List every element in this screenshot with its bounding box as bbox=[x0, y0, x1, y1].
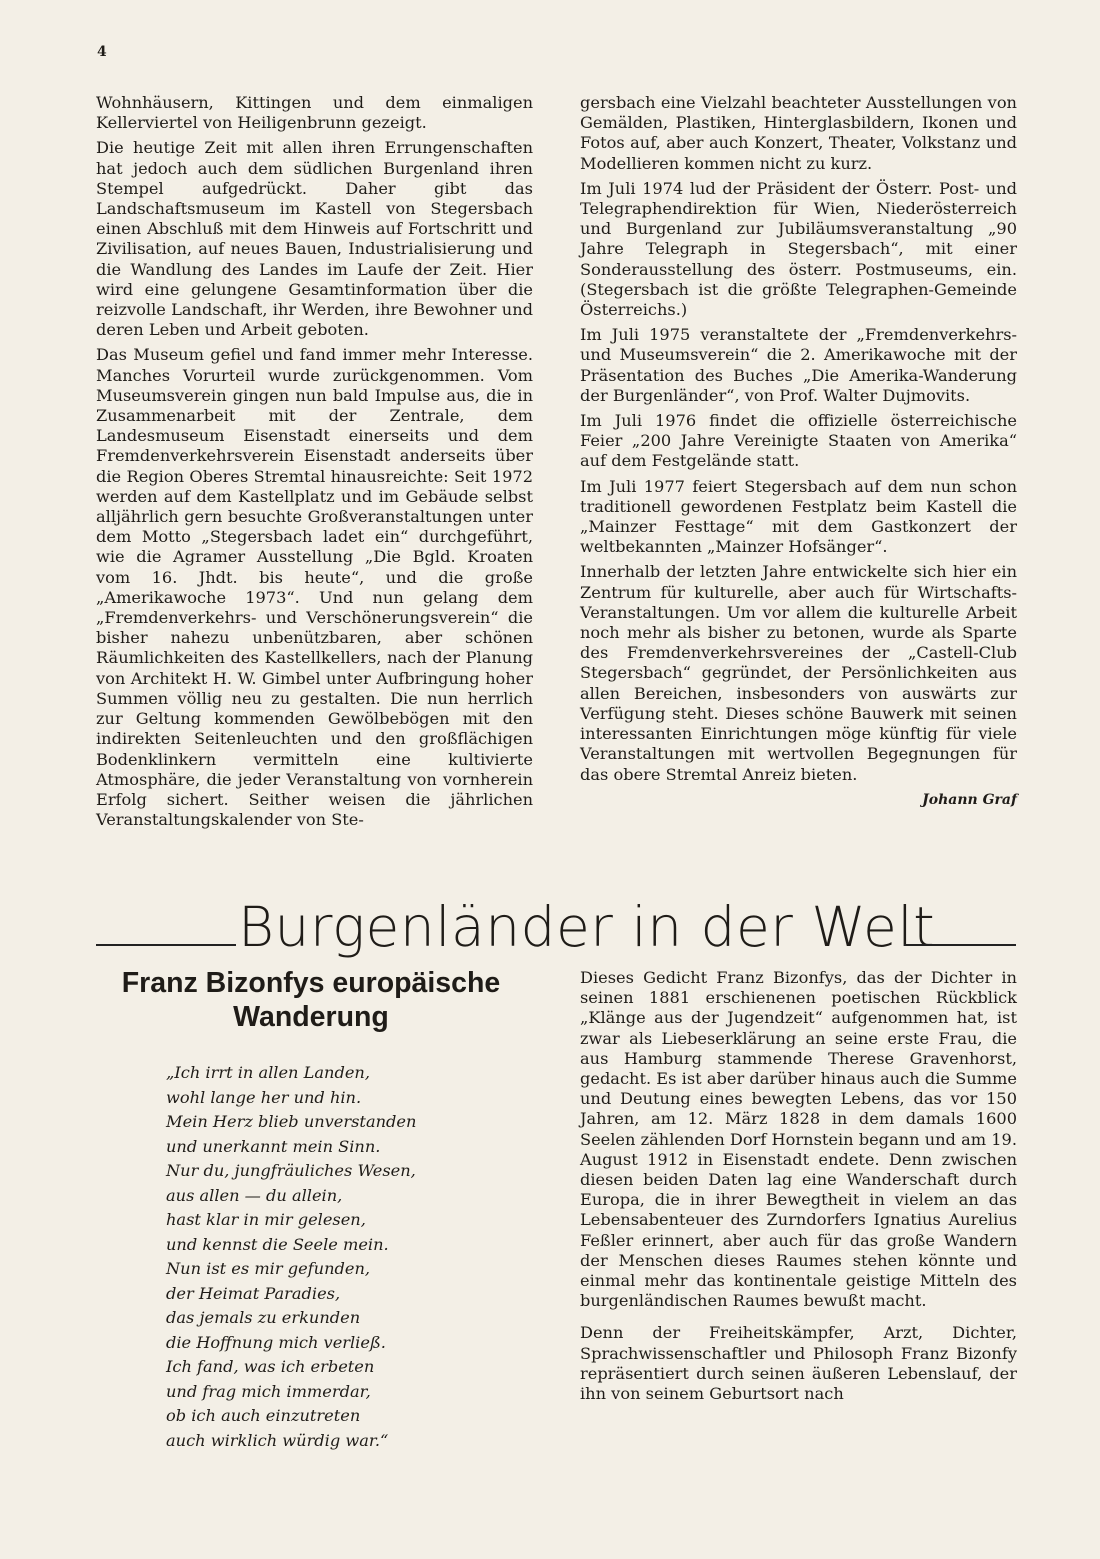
poem-line: wohl lange her und hin. bbox=[166, 1087, 362, 1107]
poem-line: Nun ist es mir gefunden, bbox=[166, 1259, 371, 1278]
poem-line: Nur du, jungfräuliches Wesen, bbox=[166, 1161, 416, 1180]
poem-line: und unerkannt mein Sinn. bbox=[166, 1136, 381, 1156]
paragraph: Im Juli 1977 feiert Stegersbach auf dem nun schon traditionell gewordenen Festplatz beim Kastell die „Mainzer Festtage“ mit dem Gastkonzert der weltbekannten „Mainzer Hofsänger“. bbox=[580, 476, 1017, 557]
poem-line: Mein Herz blieb unverstanden bbox=[166, 1112, 417, 1131]
poem bbox=[166, 1061, 466, 1453]
poem-line: ob ich auch einzutreten bbox=[166, 1406, 361, 1425]
paragraph: Wohnhäusern, Kittingen und dem einmaligen Kellerviertel von Heiligenbrunn gezeigt. bbox=[96, 93, 533, 133]
header-rule-right bbox=[904, 944, 1016, 946]
section-header bbox=[96, 897, 1014, 957]
poem-line: Ich fand, was ich erbeten bbox=[166, 1357, 375, 1376]
header-rule-left bbox=[96, 944, 236, 946]
right-column-top bbox=[580, 93, 1017, 810]
right-column-bottom bbox=[580, 968, 1017, 1409]
poem-line: hast klar in mir gelesen, bbox=[166, 1210, 366, 1229]
poem-line: aus allen — du allein, bbox=[166, 1185, 343, 1205]
left-column-top bbox=[96, 93, 533, 835]
poem-line: die Hoffnung mich verließ. bbox=[166, 1332, 386, 1352]
poem-line: das jemals zu erkunden bbox=[166, 1308, 361, 1327]
section-title: Burgenländer in der Welt bbox=[238, 895, 936, 959]
page-number: 4 bbox=[97, 44, 107, 60]
paragraph: Das Museum gefiel und fand immer mehr Interesse. Manches Vorurteil wurde zurückgenommen. Vom Museumsverein gingen nun bald Impulse aus, die in Zusammenarbeit mit der Zentrale, dem Landesmuseum Eisenstadt einerseits und dem Fremdenverkehrsverein Eisenstadt anderseits über die Region Oberes Stremtal hinausreichte: Seit 1972 werden auf dem Kastellplatz und im Gebäude selbst alljährlich gern besuchte Großveranstaltungen unter dem Motto „Stegersbach ladet ein“ durchgeführt, wie die Agramer Ausstellung „Die Bgld. Kroaten vom 16. Jhdt. bis heute“, und die große „Amerikawoche 1973“. Und nun gelang dem „Fremdenverkehrs- und Verschönerungsverein“ die bisher nahezu unbenützbaren, aber schönen Räumlichkeiten des Kastellkellers, nach der Planung von Architekt H. W. Gimbel unter Aufbringung hoher Summen völlig neu zu gestalten. Die nun herrlich zur Geltung kommenden Gewölbebögen mit den indirekten Seitenleuchten und den großflächigen Bodenklinkern vermitteln eine kultivierte Atmosphäre, die jeder Veranstaltung von vornherein Erfolg sichert. Seither weisen die jährlichen Veranstaltungskalender von Ste- bbox=[96, 345, 533, 830]
paragraph: gersbach eine Vielzahl beachteter Ausstellungen von Gemälden, Plastiken, Hinterglasbildern, Ikonen und Fotos auf, aber auch Konzert, Theater, Volkstanz und Modellieren kommen nicht zu kurz. bbox=[580, 93, 1017, 173]
paragraph: Im Juli 1974 lud der Präsident der Österr. Post- und Telegraphendirektion für Wien, Niederösterreich und Burgenland zur Jubiläumsveranstaltung „90 Jahre Telegraph in Stegersbach“, mit einer Sonderausstellung des österr. Postmuseums, ein. (Stegersbach ist die größte Telegraphen-Gemeinde Österreichs.) bbox=[580, 178, 1017, 320]
paragraph: Innerhalb der letzten Jahre entwickelte sich hier ein Zentrum für kulturelle, aber auch für Wirtschafts-Veranstaltungen. Um vor allem die kulturelle Arbeit noch mehr als bisher zu betonen, wurde als Sparte des Fremdenverkehrsvereines der „Castell-Club Stegersbach“ gegründet, der Persönlichkeiten aus allen Bereichen, insbesonders von auswärts zur Verfügung steht. Dieses schöne Bauwerk mit seinen interessanten Einrichtungen möge künftig für viele Veranstaltungen mit wertvollen Begegnungen für das obere Stremtal Anreiz bieten. bbox=[580, 562, 1017, 784]
paragraph: Dieses Gedicht Franz Bizonfys, das der Dichter in seinen 1881 erschienenen poetischen Rückblick „Klänge aus der Jugendzeit“ aufgenommen hat, ist zwar als Liebeserklärung an seine erste Frau, die aus Hamburg stammende Therese Gravenhorst, gedacht. Es ist aber darüber hinaus auch die Summe und Deutung eines bewegten Lebens, das vor 150 Jahren, am 12. März 1828 in dem damals 1600 Seelen zählenden Dorf Hornstein begann und am 19. August 1912 in Eisenstadt endete. Denn zwischen diesen beiden Daten lag eine Wanderschaft durch Europa, die in ihrer Bewegtheit in vielem an das Lebensabenteuer des Zurndorfers Ignatius Aurelius Feßler erinnert, aber auch für das große Wandern der Menschen dieses Raumes stehen könnte und einmal mehr das kontinentale geistige Mitteln des burgenländischen Raumes bewußt macht. bbox=[580, 968, 1017, 1311]
poem-line: und kennst die Seele mein. bbox=[166, 1234, 389, 1254]
paragraph: Im Juli 1975 veranstaltete der „Fremdenverkehrs- und Museumsverein“ die 2. Amerikawoche mit der Präsentation des Buches „Die Amerika-Wanderung der Burgenländer“, von Prof. Walter Dujmovits. bbox=[580, 325, 1017, 405]
article-title: Franz Bizonfys europäische Wanderung bbox=[121, 967, 501, 1033]
paragraph: Im Juli 1976 findet die offizielle österreichische Feier „200 Jahre Vereinigte Staaten von Amerika“ auf dem Festgelände statt. bbox=[580, 411, 1017, 471]
poem-line: „Ich irrt in allen Landen, bbox=[166, 1063, 370, 1082]
author-signature: Johann Graf bbox=[922, 791, 1017, 808]
poem-line: und frag mich immerdar, bbox=[166, 1381, 371, 1401]
poem-line: der Heimat Paradies, bbox=[166, 1283, 341, 1303]
poem-line: auch wirklich würdig war.“ bbox=[166, 1430, 389, 1450]
paragraph: Denn der Freiheitskämpfer, Arzt, Dichter, Sprachwissenschaftler und Philosoph Franz Bizonfy repräsentiert durch seinen äußeren Lebenslauf, der ihn von seinem Geburtsort nach bbox=[580, 1323, 1017, 1404]
paragraph: Die heutige Zeit mit allen ihren Errungenschaften hat jedoch auch dem südlichen Burgenland ihren Stempel aufgedrückt. Daher gibt das Landschaftsmuseum im Kastell von Stegersbach einen Abschluß mit dem Hinweis auf Fortschritt und Zivilisation, auf neues Bauen, Industrialisierung und die Wandlung des Landes im Laufe der Zeit. Hier wird eine gelungene Gesamtinformation über die reizvolle Landschaft, ihr Werden, ihre Bewohner und deren Leben und Arbeit geboten. bbox=[96, 138, 533, 340]
